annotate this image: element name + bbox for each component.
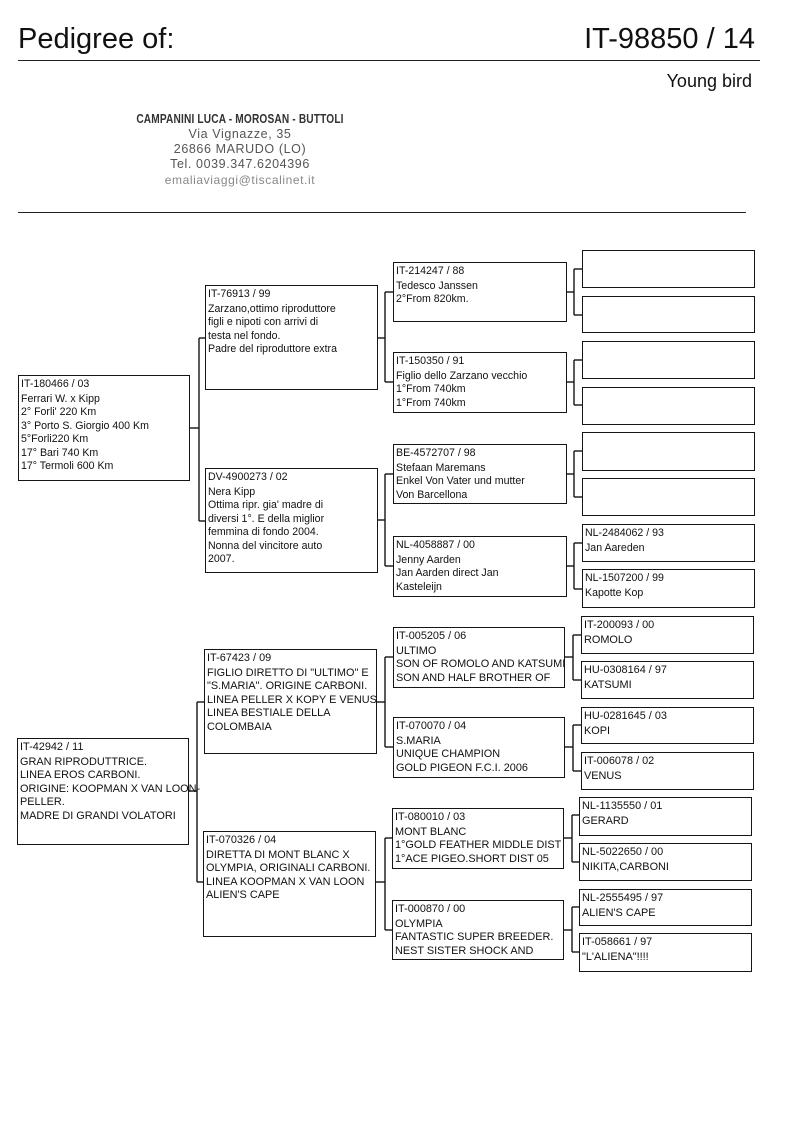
pedigree-box-gen4-16 bbox=[579, 933, 752, 972]
pedigree-note-line: OLYMPIA, ORIGINALI CARBONI. bbox=[206, 862, 371, 875]
ring-number: IT-67423 / 09 bbox=[207, 652, 272, 664]
pedigree-note-line: Kasteleijn bbox=[396, 580, 442, 593]
pedigree-note-line: ORIGINE: KOOPMAN X VAN LOON- bbox=[20, 782, 201, 795]
pedigree-box-gen4-11 bbox=[581, 707, 754, 744]
ring-number: IT-42942 / 11 bbox=[20, 741, 84, 753]
pedigree-note-line: 1°From 740km bbox=[396, 396, 466, 409]
pedigree-note-line: GRAN RIPRODUTTRICE. bbox=[20, 755, 148, 768]
pedigree-note-line: femmina di fondo 2004. bbox=[208, 526, 319, 539]
pedigree-note-line: LINEA EROS CARBONI. bbox=[20, 769, 141, 782]
pedigree-box-dam-dam bbox=[203, 831, 376, 937]
pedigree-box-gen4-8 bbox=[582, 569, 755, 608]
pedigree-note-line: diversi 1°. E della miglior bbox=[208, 512, 325, 525]
pedigree-note-line: 2007. bbox=[208, 553, 235, 566]
pedigree-note-line: MONT BLANC bbox=[395, 825, 467, 838]
ring-number: IT-214247 / 88 bbox=[396, 265, 465, 277]
pedigree-note-line: Enkel Von Vater und mutter bbox=[396, 475, 525, 488]
pedigree-note-line: KOPI bbox=[584, 724, 611, 737]
pigeon-ring-number: IT-98850 / 14 bbox=[584, 23, 755, 55]
pedigree-note-line: Nera Kipp bbox=[208, 485, 256, 498]
pedigree-note-line: MADRE DI GRANDI VOLATORI bbox=[20, 809, 176, 822]
pedigree-note-line: 1°From 740km bbox=[396, 383, 466, 396]
pedigree-box-gen4-7 bbox=[582, 524, 755, 562]
pedigree-box-gen4-10 bbox=[581, 661, 754, 699]
ring-number: IT-005205 / 06 bbox=[396, 630, 467, 642]
pedigree-box-gen4-3 bbox=[582, 341, 755, 379]
pedigree-note-line: ALIEN'S CAPE bbox=[582, 906, 656, 919]
breeder-phone: Tel. 0039.347.6204396 bbox=[170, 157, 310, 172]
pedigree-box-dam-dam-sire bbox=[392, 808, 564, 869]
pedigree-note-line: Kapotte Kop bbox=[585, 586, 644, 599]
breeder-name: CAMPANINI LUCA - MOROSAN - BUTTOLI bbox=[136, 111, 344, 126]
pedigree-box-gen4-2 bbox=[582, 296, 755, 333]
pedigree-note-line: Figlio dello Zarzano vecchio bbox=[396, 369, 528, 382]
pedigree-note-line: Tedesco Janssen bbox=[396, 279, 478, 292]
pedigree-note-line: OLYMPIA bbox=[395, 917, 443, 930]
pedigree-note-line: GERARD bbox=[582, 814, 629, 827]
ring-number: HU-0281645 / 03 bbox=[584, 710, 667, 722]
pedigree-box-sire-dam-sire bbox=[393, 444, 567, 504]
pedigree-note-line: 1°ACE PIGEO.SHORT DIST 05 bbox=[395, 852, 549, 865]
pedigree-note-line: SON AND HALF BROTHER OF bbox=[396, 671, 551, 684]
pedigree-box-sire-dam-dam bbox=[393, 536, 567, 597]
pedigree-note-line: LINEA KOOPMAN X VAN LOON bbox=[206, 875, 365, 888]
pedigree-note-line: VENUS bbox=[584, 769, 622, 782]
ring-number: NL-1135550 / 01 bbox=[582, 800, 663, 812]
pedigree-note-line: Jan Aareden bbox=[585, 541, 645, 554]
pedigree-note-line: 2° Forli' 220 Km bbox=[21, 406, 97, 419]
pedigree-note-line: SON OF ROMOLO AND KATSUMI bbox=[396, 658, 566, 671]
pedigree-box-gen4-9 bbox=[581, 616, 754, 654]
ring-number: NL-2484062 / 93 bbox=[585, 527, 664, 539]
ring-number: IT-76913 / 99 bbox=[208, 288, 271, 300]
pedigree-note-line: NEST SISTER SHOCK AND bbox=[395, 944, 534, 957]
pedigree-box-gen4-4 bbox=[582, 387, 755, 425]
ring-number: NL-5022650 / 00 bbox=[582, 846, 664, 858]
breeder-stamp bbox=[100, 111, 380, 188]
pedigree-box-gen4-1 bbox=[582, 250, 755, 288]
pedigree-box-gen4-13 bbox=[579, 797, 752, 836]
pedigree-note-line: testa nel fondo. bbox=[208, 329, 281, 342]
pedigree-note-line: 5°Forli220 Km bbox=[21, 433, 89, 446]
pedigree-note-line: KATSUMI bbox=[584, 678, 632, 691]
ring-number: IT-000870 / 00 bbox=[395, 903, 466, 915]
pedigree-box-gen4-5 bbox=[582, 432, 755, 471]
pedigree-note-line: 17° Termoli 600 Km bbox=[21, 460, 114, 473]
ring-number: IT-200093 / 00 bbox=[584, 619, 655, 631]
pedigree-note-line: 2°From 820km. bbox=[396, 293, 469, 306]
pedigree-box-sire-dam bbox=[205, 468, 378, 573]
header-divider bbox=[18, 60, 760, 61]
pedigree-box-dam-sire-sire bbox=[393, 627, 565, 688]
pedigree-note-line: UNIQUE CHAMPION bbox=[396, 748, 501, 761]
ring-number: NL-1507200 / 99 bbox=[585, 572, 664, 584]
pedigree-box-sire-sire bbox=[205, 285, 378, 390]
pedigree-box-sire-sire-dam bbox=[393, 352, 567, 413]
pedigree-note-line: PELLER. bbox=[20, 796, 65, 809]
pedigree-box-dam bbox=[17, 738, 201, 845]
pedigree-note-line: LINEA PELLER X KOPY E VENUS bbox=[207, 693, 377, 706]
ring-number: IT-150350 / 91 bbox=[396, 355, 465, 367]
pedigree-note-line: "L'ALIENA"!!!! bbox=[582, 950, 649, 963]
ring-number: IT-058661 / 97 bbox=[582, 936, 653, 948]
page-title: Pedigree of: bbox=[18, 23, 175, 55]
pedigree-box-gen4-15 bbox=[579, 889, 752, 926]
pedigree-note-line: 3° Porto S. Giorgio 400 Km bbox=[21, 419, 149, 432]
breeder-city: 26866 MARUDO (LO) bbox=[173, 142, 307, 157]
pedigree-note-line: ALIEN'S CAPE bbox=[206, 889, 280, 902]
pedigree-box-gen4-12 bbox=[581, 752, 754, 790]
pedigree-box-dam-dam-dam bbox=[392, 900, 564, 960]
pedigree-note-line: FIGLIO DIRETTO DI "ULTIMO" E bbox=[207, 666, 369, 679]
pedigree-box-dam-sire-dam bbox=[393, 717, 565, 778]
bird-category: Young bird bbox=[666, 71, 752, 91]
pedigree-note-line: Jenny Aarden bbox=[396, 553, 461, 566]
ring-number: IT-070070 / 04 bbox=[396, 720, 467, 732]
breeder-street: Via Vignazze, 35 bbox=[188, 127, 292, 141]
pedigree-note-line: Jan Aarden direct Jan bbox=[396, 567, 499, 580]
pedigree-note-line: "S.MARIA". ORIGINE CARBONI. bbox=[207, 680, 368, 693]
pedigree-box-sire-sire-sire bbox=[393, 262, 567, 322]
ring-number: NL-4058887 / 00 bbox=[396, 539, 475, 551]
pedigree-box-sire bbox=[18, 375, 190, 481]
pedigree-note-line: Padre del riproduttore extra bbox=[208, 343, 337, 356]
pedigree-note-line: 1°GOLD FEATHER MIDDLE DIST bbox=[395, 839, 562, 852]
pedigree-note-line: Ferrari W. x Kipp bbox=[21, 392, 100, 405]
pedigree-note-line: 17° Bari 740 Km bbox=[21, 446, 99, 459]
pedigree-note-line: ULTIMO bbox=[396, 644, 437, 657]
pedigree-note-line: FANTASTIC SUPER BREEDER. bbox=[395, 931, 554, 944]
pedigree-note-line: Ottima ripr. gia' madre di bbox=[208, 499, 324, 512]
pedigree-note-line: NIKITA,CARBONI bbox=[582, 860, 669, 873]
pedigree-note-line: COLOMBAIA bbox=[207, 720, 272, 733]
ring-number: NL-2555495 / 97 bbox=[582, 892, 664, 904]
ring-number: IT-180466 / 03 bbox=[21, 378, 90, 390]
pedigree-note-line: DIRETTA DI MONT BLANC X bbox=[206, 848, 350, 861]
pedigree-box-gen4-14 bbox=[579, 843, 752, 881]
ring-number: IT-070326 / 04 bbox=[206, 834, 277, 846]
pedigree-note-line: S.MARIA bbox=[396, 734, 441, 747]
ring-number: IT-006078 / 02 bbox=[584, 755, 655, 767]
pedigree-note-line: Von Barcellona bbox=[396, 488, 468, 501]
pedigree-box-dam-sire bbox=[204, 649, 377, 754]
pedigree-note-line: LINEA BESTIALE DELLA bbox=[207, 707, 331, 720]
ring-number: HU-0308164 / 97 bbox=[584, 664, 667, 676]
pedigree-box-gen4-6 bbox=[582, 478, 755, 516]
pedigree-note-line: Zarzano,ottimo riproduttore bbox=[208, 302, 336, 315]
ring-number: DV-4900273 / 02 bbox=[208, 471, 288, 483]
pedigree-note-line: Stefaan Maremans bbox=[396, 461, 486, 474]
breeder-email: emaliaviaggi@tiscalinet.it bbox=[164, 172, 316, 187]
pedigree-note-line: ROMOLO bbox=[584, 633, 633, 646]
pedigree-note-line: GOLD PIGEON F.C.I. 2006 bbox=[396, 761, 528, 774]
ring-number: IT-080010 / 03 bbox=[395, 811, 466, 823]
stamp-divider bbox=[18, 212, 746, 213]
ring-number: BE-4572707 / 98 bbox=[396, 447, 476, 459]
pedigree-note-line: figli e nipoti con arrivi di bbox=[208, 316, 319, 329]
pedigree-note-line: Nonna del vincitore auto bbox=[208, 539, 323, 552]
